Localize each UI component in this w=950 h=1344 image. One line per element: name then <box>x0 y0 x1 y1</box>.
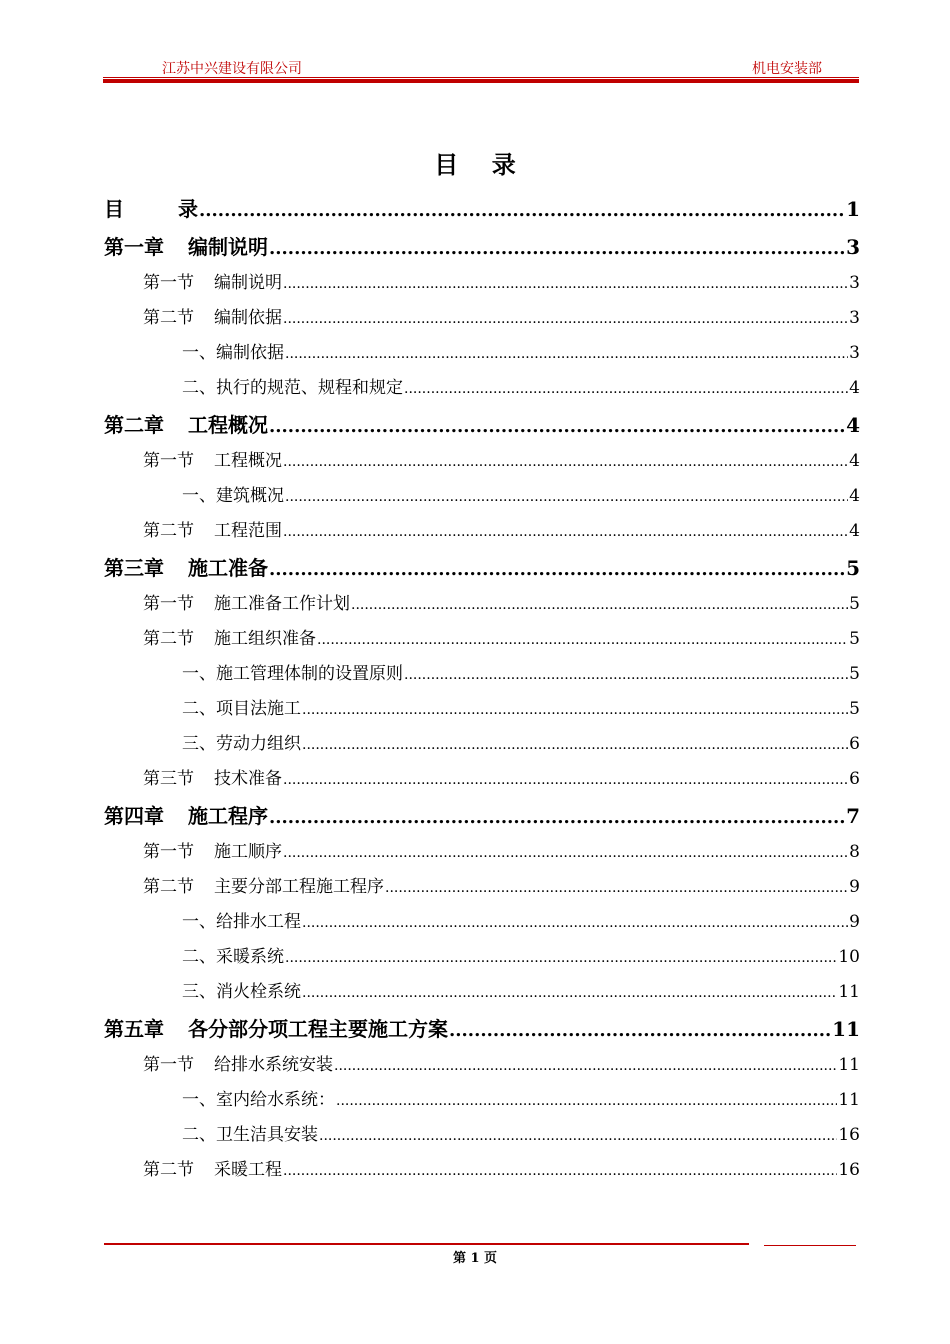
toc-entry-page: 9 <box>849 912 860 932</box>
toc-entry-page: 5 <box>849 594 860 614</box>
toc-entry-label <box>143 622 316 657</box>
toc-entry-label <box>182 1083 335 1118</box>
toc-entry-page: 6 <box>849 769 860 789</box>
toc-entry-page: 11 <box>838 1090 860 1110</box>
toc-dot-leader <box>285 941 837 975</box>
toc-dot-leader <box>302 976 837 1010</box>
toc-entry-number: 第一节 <box>143 1055 194 1075</box>
toc-entry-page: 16 <box>838 1160 860 1180</box>
toc-entry-number: 第二节 <box>143 629 194 649</box>
toc-dot-leader <box>317 623 848 657</box>
toc-entry-label <box>182 336 284 371</box>
toc-entry[interactable] <box>104 870 860 905</box>
toc-dot-leader <box>302 728 848 762</box>
header-rule-thick <box>103 79 859 83</box>
toc-entry[interactable] <box>104 1153 860 1188</box>
toc-entry-number: 第一节 <box>143 594 194 614</box>
toc-entry-text: 一、给排水工程 <box>182 912 301 932</box>
toc-entry-text: 一、室内给水系统： <box>182 1090 335 1110</box>
toc-entry-page: 10 <box>838 947 860 967</box>
table-of-contents <box>104 190 860 1188</box>
toc-entry-number: 第二节 <box>143 877 194 897</box>
toc-entry-number: 第一节 <box>143 842 194 862</box>
toc-entry-label <box>143 1153 282 1188</box>
toc-entry-number: 目 <box>104 197 124 221</box>
toc-dot-leader <box>269 551 845 587</box>
footer-rule <box>104 1243 749 1245</box>
toc-entry-label <box>143 301 282 336</box>
toc-dot-leader <box>449 1012 831 1048</box>
toc-entry-page: 9 <box>849 877 860 897</box>
toc-entry-text: 二、卫生洁具安装 <box>182 1125 318 1145</box>
footer-rule-short <box>764 1245 856 1246</box>
toc-entry-text: 主要分部工程施工程序 <box>214 877 384 897</box>
toc-entry-text: 施工程序 <box>188 804 268 828</box>
toc-entry-number: 第二节 <box>143 308 194 328</box>
toc-entry-number: 第四章 <box>104 804 164 828</box>
toc-entry[interactable] <box>104 727 860 762</box>
toc-entry[interactable] <box>104 190 860 228</box>
toc-entry-label <box>104 228 268 266</box>
toc-entry-label <box>182 905 301 940</box>
toc-entry-number: 第三章 <box>104 556 164 580</box>
toc-entry-page: 7 <box>846 804 860 828</box>
toc-entry[interactable] <box>104 406 860 444</box>
toc-entry-label <box>104 1010 448 1048</box>
header-rule <box>103 77 859 78</box>
toc-entry[interactable] <box>104 266 860 301</box>
toc-entry[interactable] <box>104 1010 860 1048</box>
toc-entry-page: 11 <box>838 1055 860 1075</box>
toc-entry-page: 6 <box>849 734 860 754</box>
toc-entry-page: 4 <box>849 451 860 471</box>
toc-entry-label <box>182 657 403 692</box>
toc-entry-text: 二、项目法施工 <box>182 699 301 719</box>
toc-entry-text: 采暖工程 <box>214 1160 282 1180</box>
toc-entry-page: 16 <box>838 1125 860 1145</box>
toc-entry-text: 录 <box>178 197 198 221</box>
toc-entry-number: 第一节 <box>143 451 194 471</box>
toc-entry-text: 编制依据 <box>214 308 282 328</box>
toc-dot-leader <box>404 658 848 692</box>
toc-entry-page: 8 <box>849 842 860 862</box>
toc-entry-label <box>143 587 350 622</box>
toc-entry-page: 3 <box>846 235 860 259</box>
toc-entry-number: 第一章 <box>104 235 164 259</box>
toc-entry-text: 工程概况 <box>214 451 282 471</box>
toc-dot-leader <box>269 408 845 444</box>
toc-entry-number: 第三节 <box>143 769 194 789</box>
header-company: 江苏中兴建设有限公司 <box>162 61 302 77</box>
toc-entry[interactable] <box>104 479 860 514</box>
toc-entry-number: 第二节 <box>143 521 194 541</box>
toc-entry[interactable] <box>104 905 860 940</box>
toc-dot-leader <box>351 588 848 622</box>
toc-entry-text: 二、采暖系统 <box>182 947 284 967</box>
toc-entry[interactable] <box>104 657 860 692</box>
toc-entry-text: 工程范围 <box>214 521 282 541</box>
toc-dot-leader <box>283 515 848 549</box>
toc-entry-label <box>104 797 268 835</box>
toc-entry-text: 一、施工管理体制的设置原则 <box>182 664 403 684</box>
toc-entry-text: 编制说明 <box>214 273 282 293</box>
toc-entry[interactable] <box>104 587 860 622</box>
toc-entry-page: 1 <box>846 197 860 221</box>
toc-entry-label <box>104 549 268 587</box>
toc-entry[interactable] <box>104 336 860 371</box>
toc-dot-leader <box>283 836 848 870</box>
toc-entry-text: 一、编制依据 <box>182 343 284 363</box>
toc-entry-text: 编制说明 <box>188 235 268 259</box>
toc-entry-page: 5 <box>849 664 860 684</box>
toc-entry-text: 二、执行的规范、规程和规定 <box>182 378 403 398</box>
toc-entry-text: 施工组织准备 <box>214 629 316 649</box>
toc-entry-page: 4 <box>849 521 860 541</box>
toc-entry-page: 3 <box>849 273 860 293</box>
toc-entry-label <box>143 266 282 301</box>
toc-entry-label <box>182 727 301 762</box>
toc-title: 目 录 <box>434 150 516 179</box>
toc-entry-number: 第二节 <box>143 1160 194 1180</box>
toc-entry[interactable] <box>104 1048 860 1083</box>
toc-entry-label <box>143 444 282 479</box>
toc-dot-leader <box>199 192 845 228</box>
toc-entry-page: 4 <box>849 486 860 506</box>
toc-dot-leader <box>302 693 848 727</box>
toc-entry-number: 第一节 <box>143 273 194 293</box>
toc-entry[interactable] <box>104 762 860 797</box>
toc-entry-text: 施工准备工作计划 <box>214 594 350 614</box>
toc-entry-label <box>143 762 282 797</box>
toc-dot-leader <box>285 337 848 371</box>
toc-entry[interactable] <box>104 692 860 727</box>
toc-entry[interactable] <box>104 835 860 870</box>
toc-entry-page: 5 <box>849 629 860 649</box>
toc-entry-label <box>104 190 198 228</box>
toc-entry[interactable] <box>104 549 860 587</box>
toc-dot-leader <box>283 1154 837 1188</box>
toc-dot-leader <box>334 1049 837 1083</box>
toc-entry[interactable] <box>104 228 860 266</box>
toc-entry-label <box>182 1118 318 1153</box>
toc-dot-leader <box>283 763 848 797</box>
toc-entry[interactable] <box>104 371 860 406</box>
toc-entry-text: 各分部分项工程主要施工方案 <box>188 1017 448 1041</box>
toc-dot-leader <box>269 230 845 266</box>
toc-entry[interactable] <box>104 514 860 549</box>
toc-entry[interactable] <box>104 444 860 479</box>
toc-entry-label <box>182 479 284 514</box>
toc-dot-leader <box>302 906 848 940</box>
toc-entry-text: 施工顺序 <box>214 842 282 862</box>
toc-dot-leader <box>283 445 848 479</box>
toc-entry-text: 三、劳动力组织 <box>182 734 301 754</box>
toc-dot-leader <box>269 799 845 835</box>
toc-entry-label <box>182 692 301 727</box>
toc-entry[interactable] <box>104 975 860 1010</box>
toc-entry-label <box>182 371 403 406</box>
toc-entry-page: 11 <box>838 982 860 1002</box>
page-number: 第 1 页 <box>452 1251 498 1266</box>
toc-entry-text: 三、消火栓系统 <box>182 982 301 1002</box>
toc-entry-label <box>182 940 284 975</box>
toc-dot-leader <box>283 267 848 301</box>
toc-entry-text: 工程概况 <box>188 413 268 437</box>
toc-entry-text: 给排水系统安装 <box>214 1055 333 1075</box>
toc-entry[interactable] <box>104 1118 860 1153</box>
toc-entry-page: 3 <box>849 308 860 328</box>
toc-dot-leader <box>336 1084 837 1118</box>
toc-dot-leader <box>285 480 848 514</box>
toc-entry-text: 一、建筑概况 <box>182 486 284 506</box>
toc-entry[interactable] <box>104 797 860 835</box>
toc-entry-number: 第五章 <box>104 1017 164 1041</box>
toc-dot-leader <box>404 372 848 406</box>
toc-entry-label <box>143 835 282 870</box>
toc-entry-page: 5 <box>849 699 860 719</box>
toc-entry-label <box>143 1048 333 1083</box>
toc-entry-text: 施工准备 <box>188 556 268 580</box>
toc-entry[interactable] <box>104 1083 860 1118</box>
toc-entry-number: 第二章 <box>104 413 164 437</box>
toc-entry[interactable] <box>104 622 860 657</box>
toc-entry-page: 5 <box>846 556 860 580</box>
toc-entry-page: 4 <box>846 413 860 437</box>
toc-entry-page: 4 <box>849 378 860 398</box>
toc-entry[interactable] <box>104 940 860 975</box>
toc-dot-leader <box>385 871 848 905</box>
toc-dot-leader <box>283 302 848 336</box>
toc-entry-label <box>104 406 268 444</box>
toc-entry[interactable] <box>104 301 860 336</box>
toc-entry-label <box>143 514 282 549</box>
header-department: 机电安装部 <box>752 61 822 77</box>
toc-entry-page: 11 <box>832 1017 860 1041</box>
toc-entry-page: 3 <box>849 343 860 363</box>
toc-entry-text: 技术准备 <box>214 769 282 789</box>
toc-entry-label <box>182 975 301 1010</box>
toc-entry-label <box>143 870 384 905</box>
toc-dot-leader <box>319 1119 837 1153</box>
